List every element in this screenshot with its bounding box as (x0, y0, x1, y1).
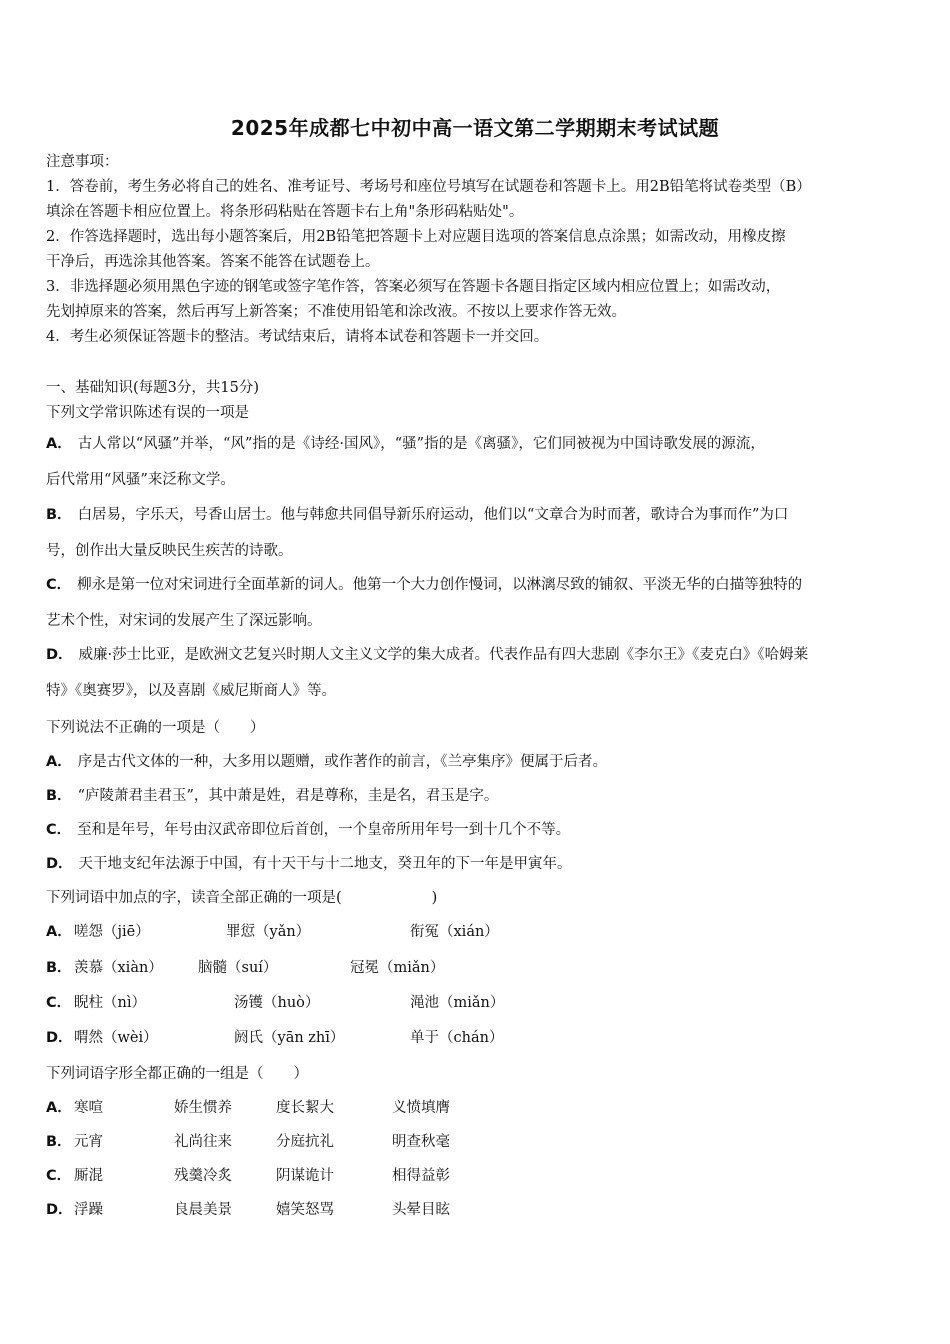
option-label: B． (46, 1134, 72, 1150)
question-4-option-d (46, 1198, 916, 1220)
question-2-option-c (46, 818, 916, 839)
option-item: 分庭抗礼 (276, 1134, 334, 1150)
option-item: 阴谋诡计 (276, 1168, 334, 1184)
option-item: 相得益彰 (392, 1168, 450, 1184)
option-text-cont: 后代常用“风骚”来泛称文学。 (46, 472, 235, 488)
notice-line: 干净后，再选涂其他答案。答案不能答在试题卷上。 (46, 254, 380, 270)
question-2-option-a (46, 750, 916, 771)
option-item: 良晨美景 (174, 1202, 232, 1218)
option-item: 残羹冷炙 (174, 1168, 232, 1184)
option-item: 睨柱（nì） (74, 995, 146, 1011)
notice-line: 先划掉原来的答案，然后再写上新答案；不准使用铅笔和涂改液。不按以上要求作答无效。 (46, 304, 626, 320)
question-2-option-b (46, 784, 916, 805)
page-title: 2025年成都七中初中高一语文第二学期期末考试试题 (230, 116, 720, 140)
question-1-option-b (46, 497, 914, 569)
option-label: D． (46, 1202, 73, 1218)
option-label: C． (46, 577, 72, 593)
option-item: 头晕目眩 (392, 1202, 450, 1218)
option-item: 汤镬（huò） (234, 995, 320, 1011)
option-item: 嗟怨（jiē） (74, 924, 150, 940)
option-label: C． (46, 995, 72, 1011)
option-label: B． (46, 507, 72, 523)
question-2-option-d (46, 852, 916, 873)
notice-line: 4．考生必须保证答题卡的整洁。考试结束后，请将本试卷和答题卡一并交回。 (46, 329, 549, 345)
option-label: A． (46, 1100, 72, 1116)
option-item: 冠冕（miǎn） (350, 960, 445, 976)
notice-heading: 注意事项： (46, 154, 119, 170)
question-3-option-d (46, 1026, 916, 1048)
option-label: C． (46, 1168, 72, 1184)
option-text: 威廉·莎士比亚，是欧洲文艺复兴时期人文主义文学的集大成者。代表作品有四大悲剧《李尔王》《麦克白》《哈姆莱 (78, 647, 809, 663)
question-4-option-a (46, 1096, 916, 1118)
option-label: A． (46, 754, 72, 770)
option-text: 古人常以“风骚”并举，“风”指的是《诗经·国风》，“骚”指的是《离骚》，它们同被视为中国诗歌发展的源流， (77, 436, 765, 452)
option-text: 天干地支纪年法源于中国，有十天干与十二地支，癸丑年的下一年是甲寅年。 (78, 856, 572, 872)
question-3-option-c (46, 991, 916, 1013)
notice-line: 1．答卷前，考生务必将自己的姓名、准考证号、考场号和座位号填写在试题卷和答题卡上。用2B铅笔将试卷类型（B） (46, 179, 811, 195)
option-label: C． (46, 822, 72, 838)
option-text-cont: 艺术个性，对宋词的发展产生了深远影响。 (46, 613, 322, 629)
option-item: 脑髓（suí） (198, 960, 278, 976)
option-item: 寒喧 (74, 1100, 103, 1116)
option-text-cont: 特》《奥赛罗》，以及喜剧《威尼斯商人》等。 (46, 683, 336, 699)
question-3-stem: 下列词语中加点的字，读音全部正确的一项是( ) (46, 890, 438, 906)
question-2-stem: 下列说法不正确的一项是（ ） (46, 720, 265, 736)
notice-line: 填涂在答题卡相应位置上。将条形码粘贴在答题卡右上角"条形码粘贴处"。 (46, 204, 524, 220)
option-label: D． (46, 1030, 73, 1046)
section-heading: 一、基础知识(每题3分，共15分) (46, 380, 259, 396)
notice-line: 3．非选择题必须用黑色字迹的钢笔或签字笔作答，答案必须写在答题卡各题目指定区域内相应位置上；如需改动， (46, 279, 781, 295)
option-text-cont: 号，创作出大量反映民生疾苦的诗歌。 (46, 543, 293, 559)
option-item: 单于（chán） (410, 1030, 504, 1046)
option-label: B． (46, 788, 72, 804)
question-1-option-c (46, 567, 914, 639)
question-4-stem: 下列词语字形全都正确的一组是（ ） (46, 1066, 308, 1082)
option-item: 阏氏（yān zhī） (234, 1030, 345, 1046)
option-text: 柳永是第一位对宋词进行全面革新的词人。他第一个大力创作慢词，以淋漓尽致的铺叙、平淡无华的白描等独特的 (77, 577, 803, 593)
option-item: 义愤填膺 (392, 1100, 450, 1116)
notice-line: 2．作答选择题时，选出每小题答案后，用2B铅笔把答题卡上对应题目选项的答案信息点涂黑；如需改动，用橡皮擦 (46, 229, 786, 245)
option-item: 礼尚往来 (174, 1134, 232, 1150)
option-item: 娇生惯养 (174, 1100, 232, 1116)
option-text: 至和是年号，年号由汉武帝即位后首创，一个皇帝所用年号一到十几个不等。 (77, 822, 571, 838)
option-item: 元宵 (74, 1134, 103, 1150)
option-label: A． (46, 436, 72, 452)
option-text: 白居易，字乐天，号香山居士。他与韩愈共同倡导新乐府运动，他们以“文章合为时而著，歌诗合为事而作”为口 (77, 507, 789, 523)
option-label: B． (46, 960, 72, 976)
option-label: A． (46, 924, 72, 940)
option-item: 厮混 (74, 1168, 103, 1184)
question-4-option-b (46, 1130, 916, 1152)
option-text: “庐陵萧君圭君玉”，其中萧是姓，君是尊称，圭是名，君玉是字。 (77, 788, 499, 804)
question-3-option-b (46, 956, 916, 978)
question-1-option-d (46, 637, 914, 709)
notice-block (46, 150, 916, 350)
option-text: 序是古代文体的一种，大多用以题赠，或作著作的前言，《兰亭集序》便属于后者。 (77, 754, 607, 770)
question-1-option-a (46, 426, 914, 498)
option-item: 衔冤（xián） (410, 924, 499, 940)
question-4-option-c (46, 1164, 916, 1186)
option-label: D． (46, 647, 73, 663)
option-item: 度长絜大 (276, 1100, 334, 1116)
option-item: 嬉笑怒骂 (276, 1202, 334, 1218)
option-item: 喟然（wèi） (74, 1030, 158, 1046)
option-item: 罪愆（yǎn） (226, 924, 311, 940)
option-item: 渑池（miǎn） (410, 995, 505, 1011)
option-item: 浮躁 (74, 1202, 103, 1218)
option-item: 羡慕（xiàn） (74, 960, 163, 976)
question-1-stem: 下列文学常识陈述有误的一项是 (46, 405, 249, 421)
option-item: 明查秋毫 (392, 1134, 450, 1150)
question-3-option-a (46, 920, 916, 942)
option-label: D． (46, 856, 73, 872)
